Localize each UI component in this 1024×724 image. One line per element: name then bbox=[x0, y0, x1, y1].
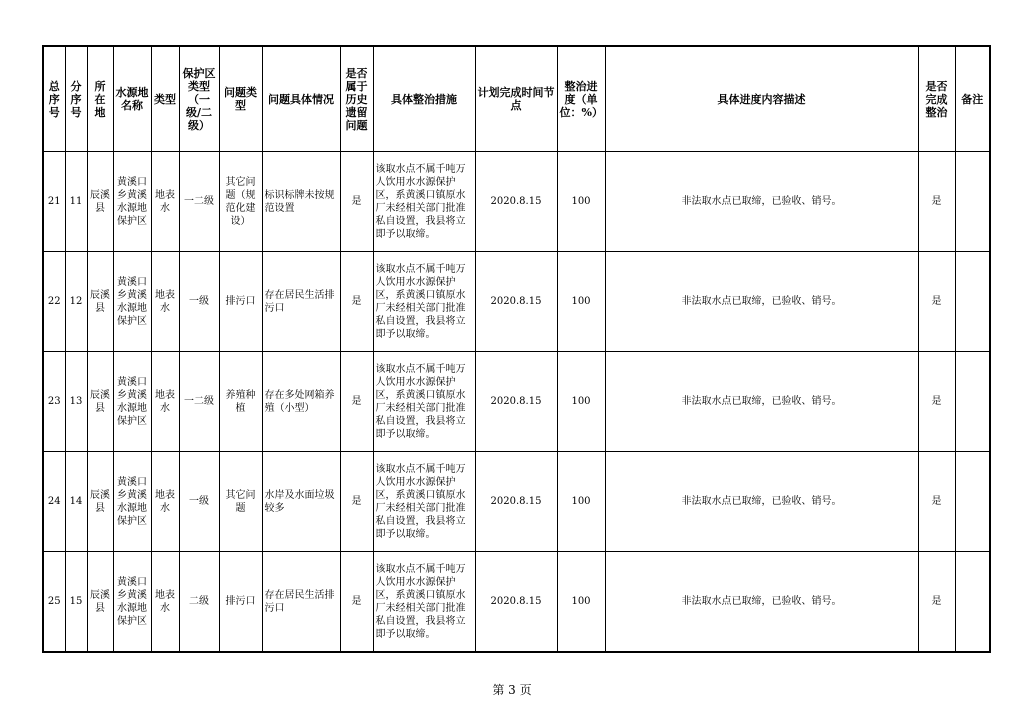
cell-issue-detail: 水岸及水面垃圾较多 bbox=[262, 452, 340, 552]
cell-done: 是 bbox=[918, 352, 955, 452]
cell-issue-detail: 存在居民生活排污口 bbox=[262, 552, 340, 653]
cell-measure: 该取水点不属千吨万人饮用水水源保护区，系黄溪口镇原水厂未经相关部门批准私自设置，我县将立即予以取缔。 bbox=[373, 552, 475, 653]
cell-location: 辰溪县 bbox=[87, 552, 113, 653]
cell-type: 地表水 bbox=[151, 452, 179, 552]
cell-issue-detail: 存在居民生活排污口 bbox=[262, 252, 340, 352]
table-row bbox=[43, 552, 990, 653]
cell-progress-desc: 非法取水点已取缔，已验收、销号。 bbox=[605, 252, 918, 352]
cell-total-no: 22 bbox=[43, 252, 65, 352]
header-source-name: 水源地名称 bbox=[113, 46, 151, 152]
cell-deadline: 2020.8.15 bbox=[475, 452, 557, 552]
cell-type: 地表水 bbox=[151, 552, 179, 653]
cell-zone-type: 二级 bbox=[179, 552, 219, 653]
cell-deadline: 2020.8.15 bbox=[475, 252, 557, 352]
cell-progress: 100 bbox=[557, 452, 605, 552]
cell-legacy: 是 bbox=[340, 552, 373, 653]
cell-sub-no: 14 bbox=[65, 452, 87, 552]
header-type: 类型 bbox=[151, 46, 179, 152]
table-row bbox=[43, 152, 990, 252]
header-progress: 整治进度（单位：%） bbox=[557, 46, 605, 152]
cell-sub-no: 12 bbox=[65, 252, 87, 352]
page-number: 第 3 页 bbox=[492, 683, 532, 697]
header-done: 是否完成整治 bbox=[918, 46, 955, 152]
header-sub-no: 分序号 bbox=[65, 46, 87, 152]
cell-source-name: 黄溪口乡黄溪水源地保护区 bbox=[113, 152, 151, 252]
cell-location: 辰溪县 bbox=[87, 152, 113, 252]
cell-legacy: 是 bbox=[340, 452, 373, 552]
cell-note bbox=[955, 352, 990, 452]
cell-sub-no: 11 bbox=[65, 152, 87, 252]
header-legacy: 是否属于历史遗留问题 bbox=[340, 46, 373, 152]
header-total-no: 总序号 bbox=[43, 46, 65, 152]
header-location: 所在地 bbox=[87, 46, 113, 152]
cell-progress: 100 bbox=[557, 152, 605, 252]
header-issue-type: 问题类型 bbox=[219, 46, 262, 152]
cell-zone-type: 一级 bbox=[179, 452, 219, 552]
header-measure: 具体整治措施 bbox=[373, 46, 475, 152]
cell-type: 地表水 bbox=[151, 252, 179, 352]
cell-note bbox=[955, 452, 990, 552]
cell-total-no: 21 bbox=[43, 152, 65, 252]
cell-measure: 该取水点不属千吨万人饮用水水源保护区，系黄溪口镇原水厂未经相关部门批准私自设置，我县将立即予以取缔。 bbox=[373, 352, 475, 452]
cell-progress-desc: 非法取水点已取缔，已验收、销号。 bbox=[605, 152, 918, 252]
cell-measure: 该取水点不属千吨万人饮用水水源保护区，系黄溪口镇原水厂未经相关部门批准私自设置，我县将立即予以取缔。 bbox=[373, 252, 475, 352]
cell-source-name: 黄溪口乡黄溪水源地保护区 bbox=[113, 552, 151, 653]
cell-type: 地表水 bbox=[151, 152, 179, 252]
cell-source-name: 黄溪口乡黄溪水源地保护区 bbox=[113, 252, 151, 352]
cell-zone-type: 一级 bbox=[179, 252, 219, 352]
cell-done: 是 bbox=[918, 452, 955, 552]
cell-total-no: 24 bbox=[43, 452, 65, 552]
cell-progress-desc: 非法取水点已取缔，已验收、销号。 bbox=[605, 352, 918, 452]
cell-legacy: 是 bbox=[340, 252, 373, 352]
cell-measure: 该取水点不属千吨万人饮用水水源保护区，系黄溪口镇原水厂未经相关部门批准私自设置，我县将立即予以取缔。 bbox=[373, 452, 475, 552]
cell-type: 地表水 bbox=[151, 352, 179, 452]
header-issue-detail: 问题具体情况 bbox=[262, 46, 340, 152]
cell-progress-desc: 非法取水点已取缔，已验收、销号。 bbox=[605, 452, 918, 552]
cell-source-name: 黄溪口乡黄溪水源地保护区 bbox=[113, 352, 151, 452]
cell-location: 辰溪县 bbox=[87, 252, 113, 352]
cell-issue-detail: 存在多处网箱养殖（小型） bbox=[262, 352, 340, 452]
cell-issue-type: 排污口 bbox=[219, 552, 262, 653]
cell-issue-type: 排污口 bbox=[219, 252, 262, 352]
cell-legacy: 是 bbox=[340, 152, 373, 252]
cell-progress: 100 bbox=[557, 352, 605, 452]
table-row bbox=[43, 352, 990, 452]
cell-issue-type: 其它问题（规范化建设） bbox=[219, 152, 262, 252]
cell-location: 辰溪县 bbox=[87, 352, 113, 452]
cell-progress: 100 bbox=[557, 552, 605, 653]
cell-issue-type: 养殖种植 bbox=[219, 352, 262, 452]
cell-done: 是 bbox=[918, 252, 955, 352]
cell-note bbox=[955, 252, 990, 352]
cell-note bbox=[955, 152, 990, 252]
table-row bbox=[43, 252, 990, 352]
cell-done: 是 bbox=[918, 552, 955, 653]
cell-zone-type: 一二级 bbox=[179, 152, 219, 252]
cell-total-no: 23 bbox=[43, 352, 65, 452]
cell-zone-type: 一二级 bbox=[179, 352, 219, 452]
header-deadline: 计划完成时间节点 bbox=[475, 46, 557, 152]
cell-sub-no: 13 bbox=[65, 352, 87, 452]
table-row bbox=[43, 452, 990, 552]
cell-sub-no: 15 bbox=[65, 552, 87, 653]
cell-note bbox=[955, 552, 990, 653]
cell-progress: 100 bbox=[557, 252, 605, 352]
cell-source-name: 黄溪口乡黄溪水源地保护区 bbox=[113, 452, 151, 552]
header-note: 备注 bbox=[955, 46, 990, 152]
cell-location: 辰溪县 bbox=[87, 452, 113, 552]
rectification-table bbox=[42, 45, 991, 653]
cell-progress-desc: 非法取水点已取缔，已验收、销号。 bbox=[605, 552, 918, 653]
header-row bbox=[43, 46, 990, 152]
cell-legacy: 是 bbox=[340, 352, 373, 452]
cell-issue-type: 其它问题 bbox=[219, 452, 262, 552]
cell-issue-detail: 标识标牌未按规范设置 bbox=[262, 152, 340, 252]
cell-deadline: 2020.8.15 bbox=[475, 352, 557, 452]
cell-deadline: 2020.8.15 bbox=[475, 552, 557, 653]
header-progress-desc: 具体进度内容描述 bbox=[605, 46, 918, 152]
header-zone-type: 保护区类型（一级/二级） bbox=[179, 46, 219, 152]
cell-total-no: 25 bbox=[43, 552, 65, 653]
cell-deadline: 2020.8.15 bbox=[475, 152, 557, 252]
cell-measure: 该取水点不属千吨万人饮用水水源保护区，系黄溪口镇原水厂未经相关部门批准私自设置，我县将立即予以取缔。 bbox=[373, 152, 475, 252]
cell-done: 是 bbox=[918, 152, 955, 252]
